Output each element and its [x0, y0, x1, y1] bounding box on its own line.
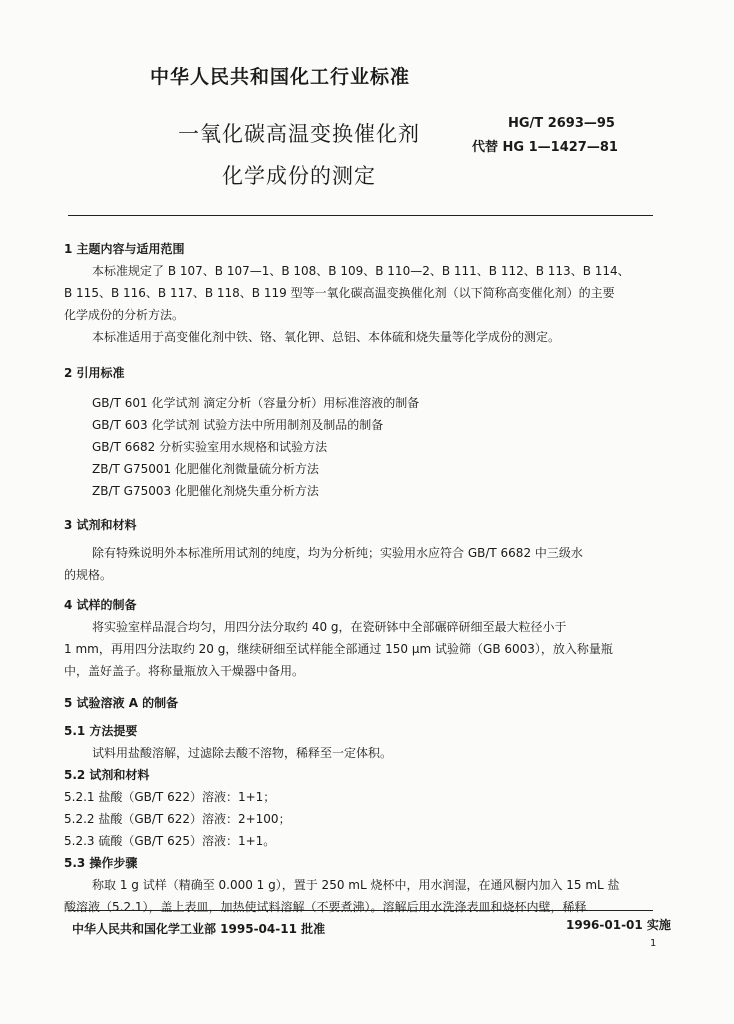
standard-number: HG/T 2693—95 — [508, 116, 615, 131]
section-2-heading: 2 引用标准 — [64, 366, 125, 380]
reagent-item: 5.2.2 盐酸（GB/T 622）溶液：2+100； — [64, 812, 291, 826]
section-4-heading: 4 试样的制备 — [64, 598, 137, 612]
reference-standard-item: GB/T 603 化学试剂 试验方法中所用制剂及制品的制备 — [92, 418, 384, 432]
section-4-text-line: 中，盖好盖子。将称量瓶放入干燥器中备用。 — [64, 664, 305, 678]
section-1-paragraph-line: B 115、B 116、B 117、B 118、B 119 型等一氧化碳高温变换催化剂（以下简称高变催化剂）的主要 — [64, 286, 615, 300]
header-divider — [68, 215, 653, 216]
implementation-date: 1996-01-01 实施 — [566, 918, 671, 932]
subsection-5-1-text: 试料用盐酸溶解，过滤除去酸不溶物，稀释至一定体积。 — [92, 746, 393, 760]
section-3-text-line: 的规格。 — [64, 568, 113, 582]
section-1-paragraph-line: 本标准规定了 B 107、B 107—1、B 108、B 109、B 110—2、B 111、B 112、B 113、B 114、 — [92, 264, 630, 278]
section-4-text-line: 1 mm，再用四分法取约 20 g，继续研细至试样能全部通过 150 μm 试验筛（GB 6003），放入称量瓶 — [64, 642, 613, 656]
section-1-scope-line: 本标准适用于高变催化剂中铁、铬、氧化钾、总铝、本体硫和烧失量等化学成份的测定。 — [92, 330, 561, 344]
section-3-text-line: 除有特殊说明外本标准所用试剂的纯度，均为分析纯；实验用水应符合 GB/T 6682 中三级水 — [92, 546, 583, 560]
document-title-line2: 化学成份的测定 — [222, 164, 376, 188]
reference-standard-item: GB/T 6682 分析实验室用水规格和试验方法 — [92, 440, 328, 454]
document-body — [64, 238, 664, 918]
section-1-heading: 1 主题内容与适用范围 — [64, 242, 185, 256]
subsection-5-2-heading: 5.2 试剂和材料 — [64, 768, 150, 782]
subsection-5-3-heading: 5.3 操作步骤 — [64, 856, 138, 870]
document-title-line1: 一氧化碳高温变换催化剂 — [178, 122, 420, 146]
procedure-text-line: 酸溶液（5.2.1），盖上表皿，加热使试料溶解（不要煮沸）。溶解后用水洗涤表皿和烧杯内壁，稀释 — [64, 900, 587, 914]
replaced-standard: 代替 HG 1—1427—81 — [472, 140, 618, 155]
reference-standard-item: GB/T 601 化学试剂 滴定分析（容量分析）用标准溶液的制备 — [92, 396, 420, 410]
section-4-text-line: 将实验室样品混合均匀，用四分法分取约 40 g，在瓷研钵中全部碾碎研细至最大粒径小于 — [92, 620, 567, 634]
section-1-paragraph-line: 化学成份的分析方法。 — [64, 308, 185, 322]
reagent-item: 5.2.3 硫酸（GB/T 625）溶液：1+1。 — [64, 834, 276, 848]
approval-line: 中华人民共和国化学工业部 1995-04-11 批准 — [72, 922, 326, 936]
reference-standard-item: ZB/T G75003 化肥催化剂烧失重分析方法 — [92, 484, 319, 498]
issuing-agency: 中华人民共和国化工行业标准 — [150, 66, 411, 88]
subsection-5-1-heading: 5.1 方法提要 — [64, 724, 138, 738]
section-3-heading: 3 试剂和材料 — [64, 518, 137, 532]
page-number: 1 — [650, 938, 657, 949]
footer-divider — [68, 910, 653, 911]
reagent-item: 5.2.1 盐酸（GB/T 622）溶液：1+1； — [64, 790, 276, 804]
section-5-heading: 5 试验溶液 A 的制备 — [64, 696, 179, 710]
procedure-text-line: 称取 1 g 试样（精确至 0.000 1 g），置于 250 mL 烧杯中，用水润湿，在通风橱内加入 15 mL 盐 — [92, 878, 620, 892]
reference-standard-item: ZB/T G75001 化肥催化剂微量硫分析方法 — [92, 462, 319, 476]
